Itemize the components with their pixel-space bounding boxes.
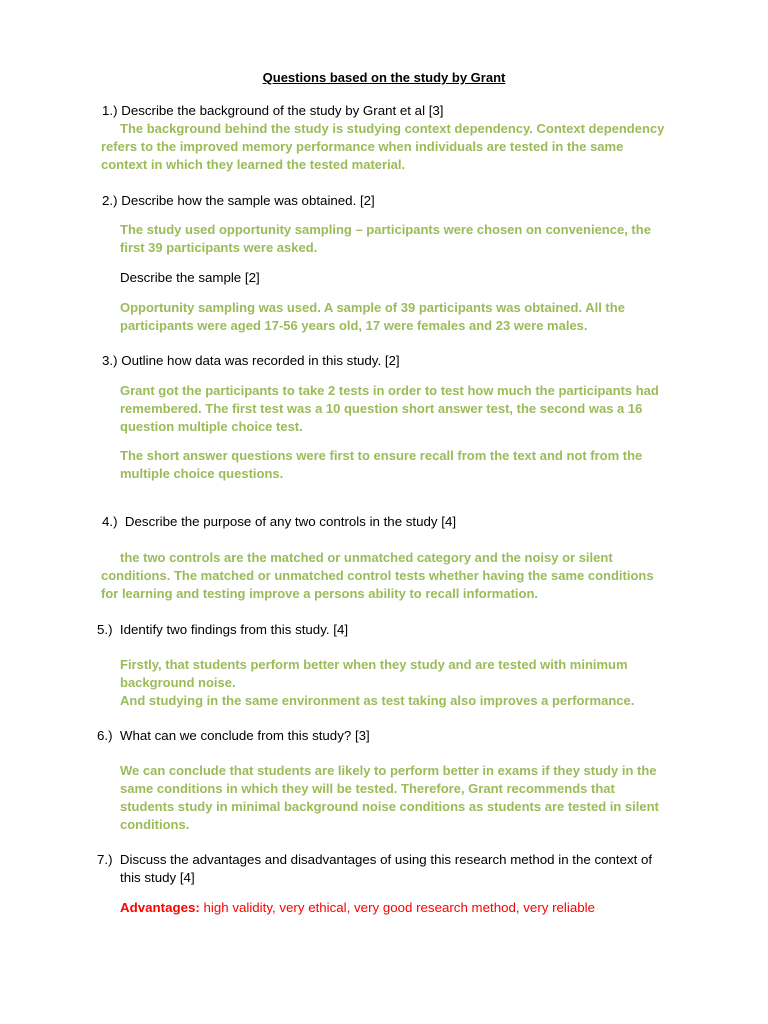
answer-line: The short answer questions were first to ensure recall from the text and not from the (120, 448, 643, 463)
answer-line: We can conclude that students are likely to perform better in exams if they study in the (120, 763, 657, 778)
answer-line: for learning and testing improve a persons ability to recall information. (101, 586, 539, 601)
question-text: this study [4] (120, 870, 195, 885)
answer-1 (101, 120, 721, 174)
question-text: Describe how the sample was obtained. [2] (121, 193, 375, 208)
question-number: 4.) (102, 514, 118, 529)
answer-line: Firstly, that students perform better when they study and are tested with minimum (120, 657, 628, 672)
answer-line: conditions. The matched or unmatched control tests whether having the same conditions (101, 568, 654, 583)
question-5 (97, 621, 348, 639)
question-text: Describe the sample [2] (120, 270, 260, 285)
answer-line: refers to the improved memory performance when individuals are tested in the same (101, 139, 624, 154)
answer-line: participants were aged 17-56 years old, 17 were females and 23 were males. (120, 318, 588, 333)
question-text: Outline how data was recorded in this study. [2] (121, 353, 400, 368)
question-7 (97, 851, 652, 869)
question-number: 7.) (97, 852, 113, 867)
answer-4 (101, 549, 721, 603)
answer-line: Grant got the participants to take 2 tests in order to test how much the participants had (120, 383, 659, 398)
question-3 (102, 352, 400, 370)
question-number: 3.) (102, 353, 118, 368)
answer-line: The background behind the study is studying context dependency. Context dependency (120, 121, 665, 136)
answer-3-second (120, 447, 720, 483)
answer-line: first 39 participants were asked. (120, 240, 318, 255)
answer-3 (120, 382, 720, 436)
answer-6 (120, 762, 720, 834)
advantages-label: Advantages: (120, 900, 200, 915)
answer-line: question multiple choice test. (120, 419, 303, 434)
question-number: 2.) (102, 193, 118, 208)
answer-line: students study in minimal background noise conditions as students are tested in silent (120, 799, 659, 814)
sub-answer-2 (120, 299, 720, 335)
question-text: Identify two findings from this study. [4] (119, 622, 349, 637)
advantages-line (120, 899, 595, 917)
answer-line: multiple choice questions. (120, 466, 284, 481)
page-title: Questions based on the study by Grant (262, 70, 506, 85)
answer-line: And studying in the same environment as test taking also improves a performance. (120, 693, 635, 708)
question-4 (102, 513, 456, 531)
question-7-line2 (120, 869, 195, 887)
sub-question-2 (120, 269, 260, 287)
answer-line: The study used opportunity sampling – participants were chosen on convenience, the (120, 222, 651, 237)
answer-2 (120, 221, 720, 257)
question-number: 5.) (97, 622, 113, 637)
answer-line: context in which they learned the tested material. (101, 157, 406, 172)
question-2 (102, 192, 375, 210)
question-1 (102, 102, 444, 120)
answer-line: Opportunity sampling was used. A sample of 39 participants was obtained. All the (120, 300, 625, 315)
question-text: Describe the background of the study by Grant et al [3] (121, 103, 444, 118)
question-number: 6.) (97, 728, 113, 743)
question-number: 1.) (102, 103, 118, 118)
answer-5 (120, 656, 720, 710)
question-6 (97, 727, 370, 745)
answer-line: same conditions in which they will be tested. Therefore, Grant recommends that (120, 781, 615, 796)
question-text: Discuss the advantages and disadvantages of using this research method in the context of (119, 852, 653, 867)
answer-line: conditions. (120, 817, 190, 832)
question-text: Describe the purpose of any two controls in the study [4] (124, 514, 457, 529)
question-text: What can we conclude from this study? [3] (119, 728, 370, 743)
answer-line: remembered. The first test was a 10 question short answer test, the second was a 16 (120, 401, 643, 416)
answer-line: the two controls are the matched or unmatched category and the noisy or silent (120, 550, 613, 565)
advantages-text: high validity, very ethical, very good research method, very reliable (199, 900, 595, 915)
answer-line: background noise. (120, 675, 236, 690)
